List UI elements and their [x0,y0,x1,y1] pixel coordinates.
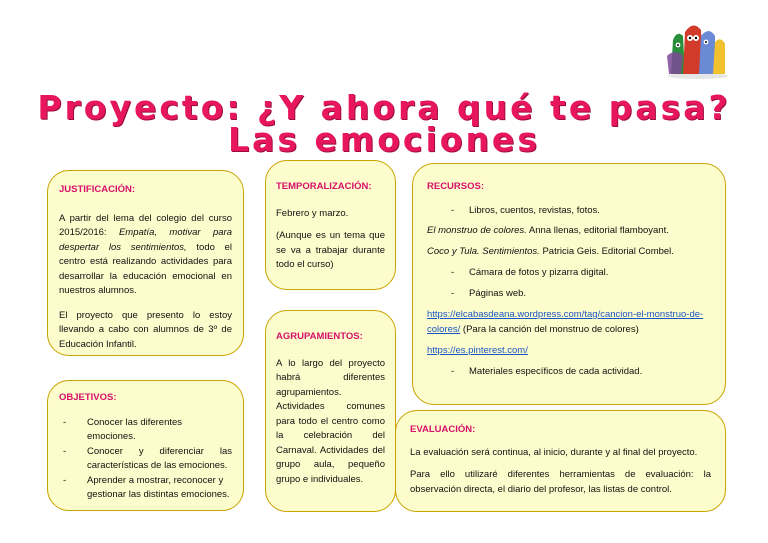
justificacion-emphasis: Empatía, motivar para despertar los sentimientos, [59,227,232,253]
title-line-2: Las emociones [228,120,540,159]
pinterest-link[interactable]: https://es.pinterest.com/ [427,345,528,356]
recursos-box [412,163,726,405]
recursos-book-2 [427,245,711,260]
objetivos-heading: OBJETIVOS: [59,392,117,403]
justificacion-heading: JUSTIFICACIÓN: [59,184,135,195]
objetivos-box [47,380,244,511]
justificacion-box [47,170,244,356]
evaluacion-heading: EVALUACIÓN: [410,424,476,435]
color-monster-illustration [663,18,733,80]
justificacion-text-b: todo el centro está realizando actividades para desarrollar la educación emocional en nuestros alumnos. [59,241,232,296]
temporalizacion-box [265,160,396,290]
agrupamientos-box [265,310,396,512]
agrupamientos-heading: AGRUPAMIENTOS: [276,331,363,342]
temporalizacion-heading: TEMPORALIZACIÓN: [276,181,372,192]
list-item: - Aprender a mostrar, reconocer y gestionar las distintas emociones. [59,474,232,503]
list-item: - Cámara de fotos y pizarra digital. [427,266,711,281]
recursos-list-1 [427,204,711,219]
book-1-title: El monstruo de colores. [427,225,527,236]
list-item: - Materiales específicos de cada actividad. [427,365,711,380]
evaluacion-paragraph-1: La evaluación será continua, al inicio, durante y al final del proyecto. [410,446,698,458]
list-item: - Conocer y diferenciar las características de las emociones. [59,445,232,474]
temporalizacion-note: (Aunque es un tema que se va a trabajar durante todo el curso) [276,230,385,270]
recursos-link-2-line [427,344,711,359]
objetivos-list [59,416,232,503]
temporalizacion-months: Febrero y marzo. [276,207,349,219]
monstruo-song-link[interactable]: https://elcabasdeana.wordpress.com/tag/cancion-el-monstruo-de-colores/ [427,309,704,335]
justificacion-paragraph-1 [59,212,232,299]
recursos-list-3 [427,365,711,380]
list-item: - Libros, cuentos, revistas, fotos. [427,204,711,219]
justificacion-text-a: A partir del lema del colegio del curso 2015/2016: [59,212,232,238]
recursos-link-1-line [427,308,711,337]
recursos-list-2 [427,266,711,301]
recursos-heading: RECURSOS: [427,181,485,192]
list-item: - Páginas web. [427,287,711,302]
list-item: - Conocer las diferentes emociones. [59,416,232,445]
agrupamientos-text: A lo largo del proyecto habrá diferentes agrupamientos. Actividades comunes para todo el centro como la celebración del Carnaval. Actividades del grupo aula, pequeño grupo e individuales. [276,357,385,485]
evaluacion-box [395,410,726,512]
recursos-book-1 [427,224,711,239]
book-2-title: Coco y Tula. Sentimientos. [427,245,540,257]
evaluacion-paragraph-2: Para ello utilizaré diferentes herramientas de evaluación: la observación directa, el diario del profesor, las listas de control. [410,469,711,495]
title-line-1: Proyecto: ¿Y ahora qué te pasa? [37,88,731,127]
justificacion-paragraph-2: El proyecto que presento lo estoy llevando a cabo con alumnos de 3º de Educación Infantil. [59,309,232,350]
book-1-details: Anna llenas, editorial flamboyant. [526,225,669,236]
book-2-details: Patricia Geis. Editorial Combel. [539,245,674,257]
link-1-note: (Para la canción del monstruo de colores) [460,323,639,335]
